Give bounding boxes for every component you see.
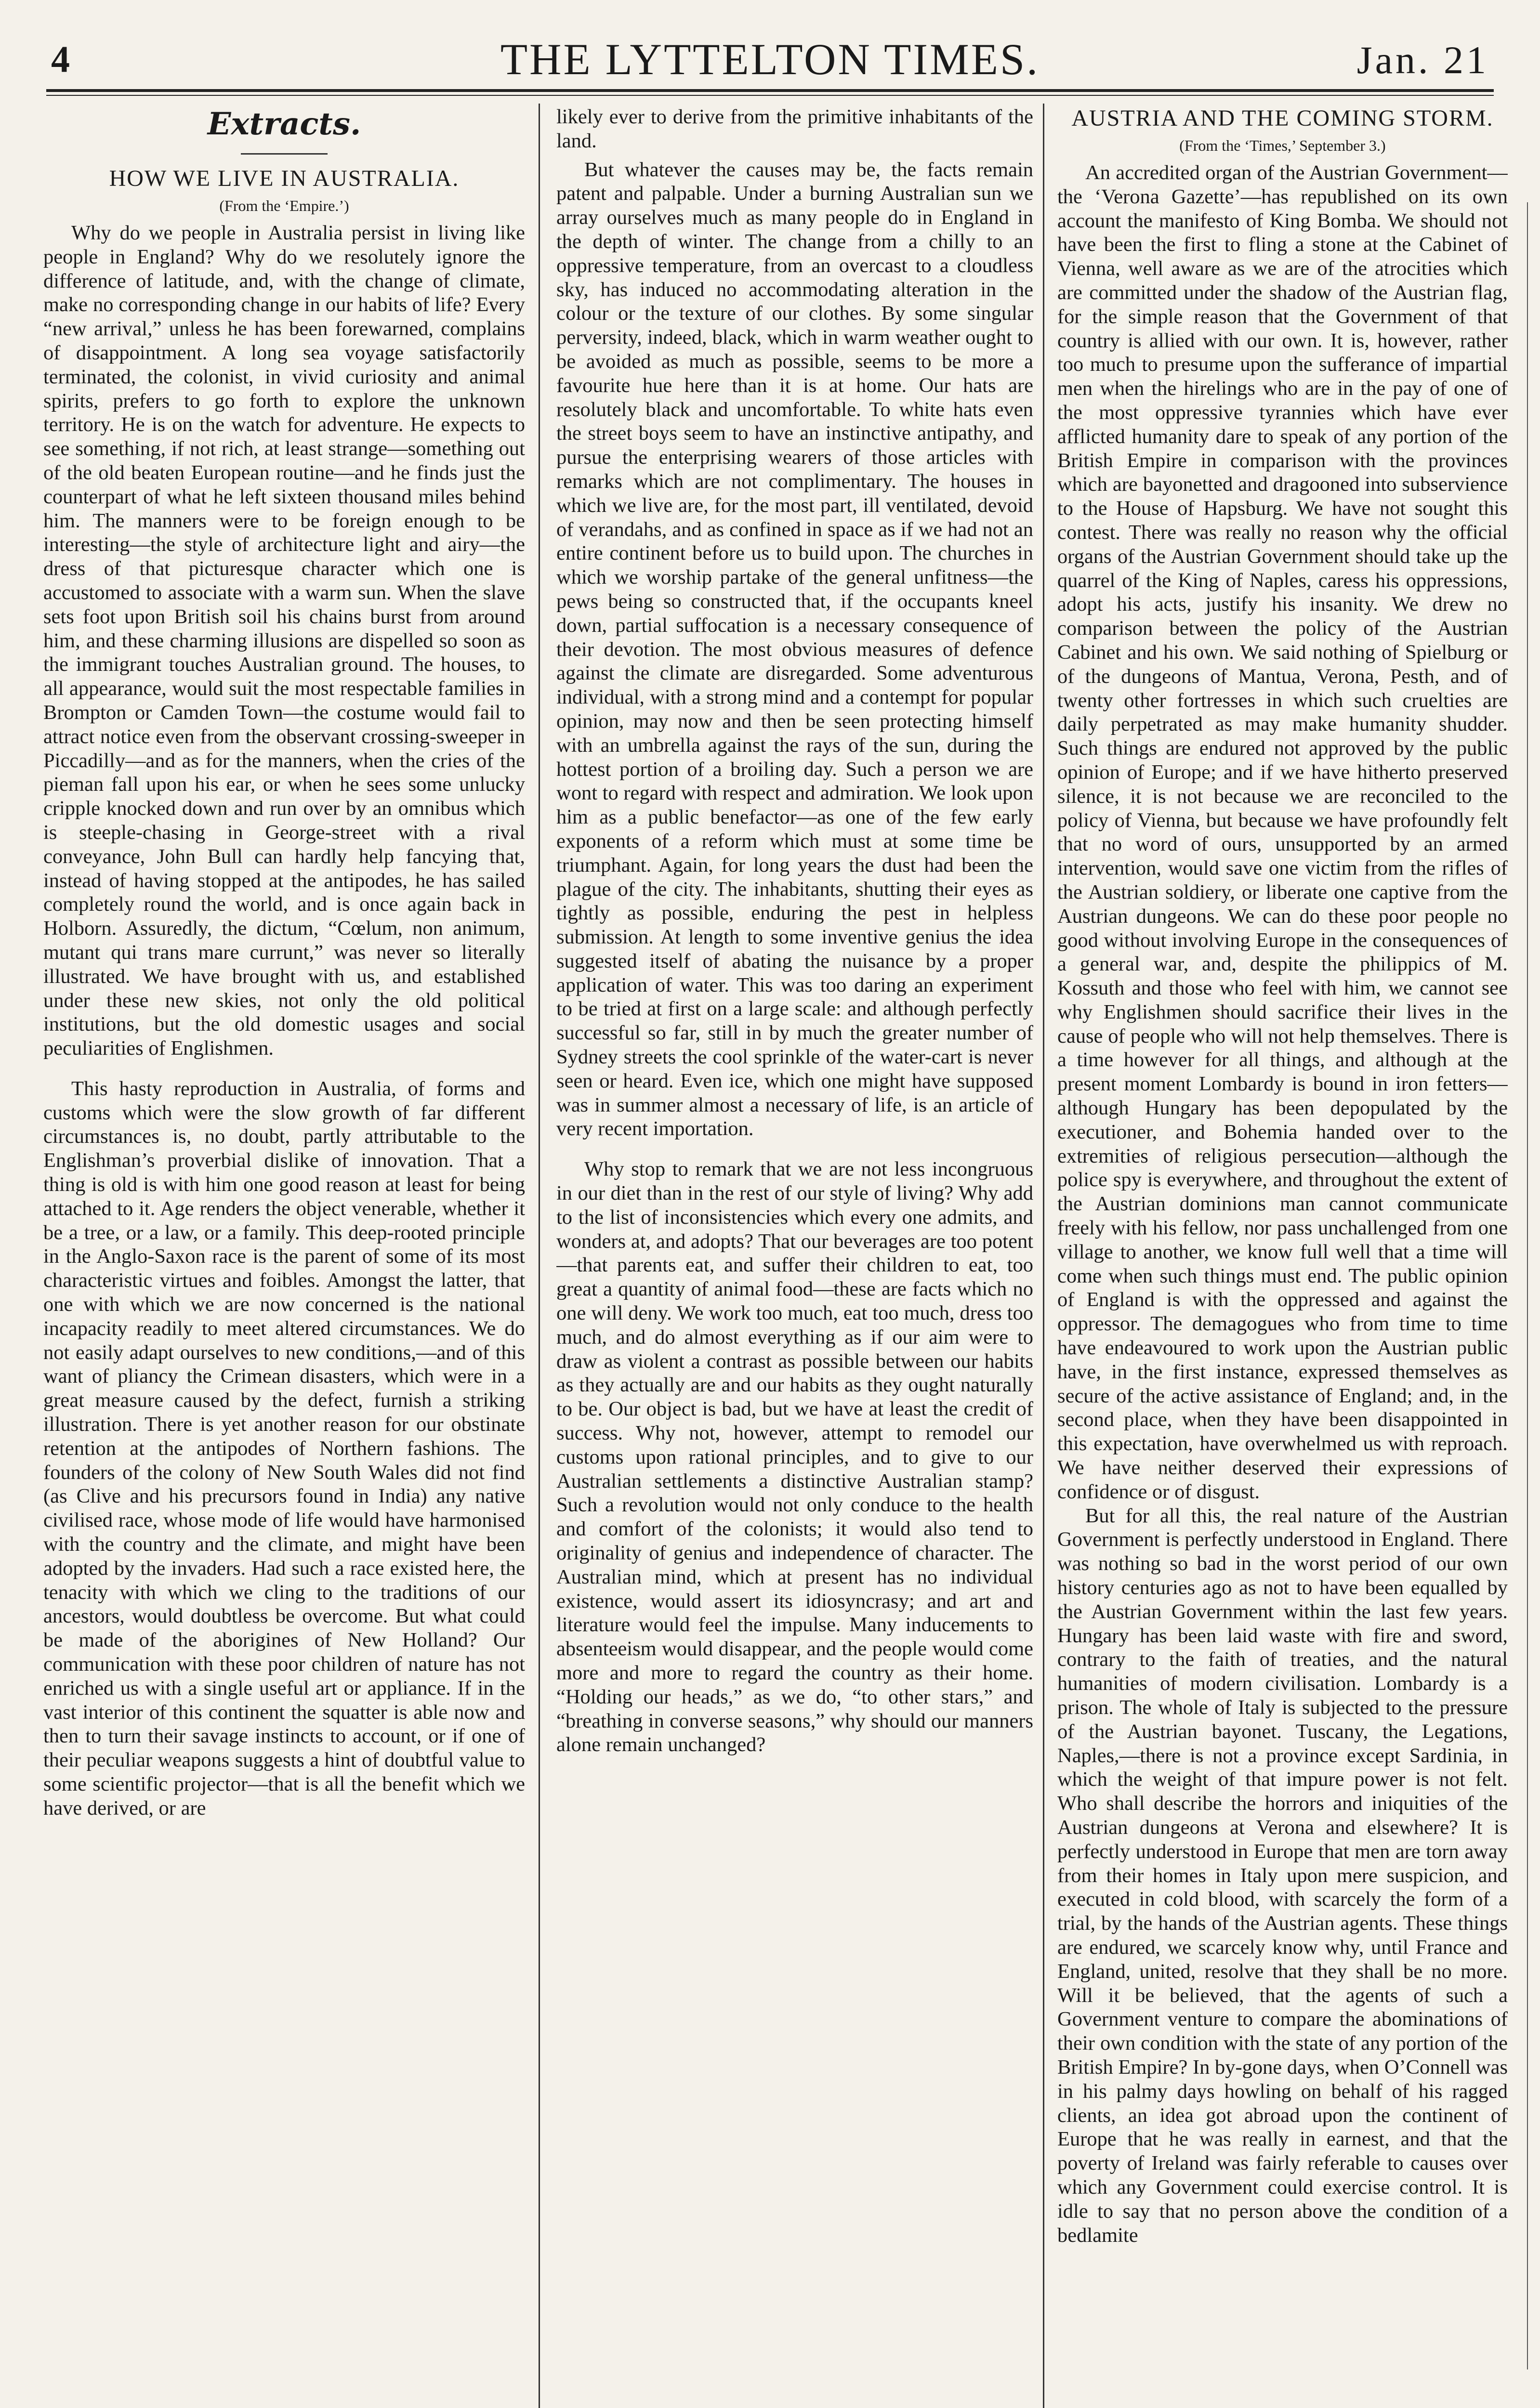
- column-2: [556, 105, 1033, 2408]
- article-paragraph: This hasty reproduction in Australia, of forms and customs which were the slow growth of far different circumstances is, no doubt, partly attributable to the Englishman’s proverbial dislike of innovation. That a thing is old is with him one good reason at least for being attached to it. Age renders the object venerable, whether it be a tree, or a law, or a family. This deep-rooted principle in the Anglo-Saxon race is the parent of some of its most characteristic virtues and foibles. Amongst the latter, that one with which we are now concerned is the national incapacity readily to meet altered circumstances. We do not easily adapt ourselves to new conditions,—and of this want of pliancy the Crimean disasters, which were in a great measure caused by the defect, furnish a striking illustration. There is yet another reason for our obstinate retention at the antipodes of Northern fashions. The founders of the colony of New South Wales did not find (as Clive and his precursors found in India) any native civilised race, whose mode of life would have harmonised with the country and the climate, and might have been adopted by the invaders. Had such a race existed here, the tenacity with which we cling to the traditions of our ancestors, would doubtless be overcome. But what could be made of the aborigines of New Holland? Our communication with these poor children of nature has not enriched us with a single useful art or appliance. If in the vast interior of this continent the squatter is able now and then to turn their savage instincts to account, or if one of their peculiar weapons suggests a hint of doubtful value to some scientific projector—that is all the benefit which we have derived, or are: [43, 1077, 525, 1819]
- column-divider: [1043, 104, 1044, 2408]
- margin-line: [1527, 202, 1528, 2369]
- section-rule: [241, 153, 328, 155]
- article-paragraph: Why stop to remark that we are not less incongruous in our diet than in the rest of our style of living? Why add to the list of inconsistencies which every one admits, and wonders at, and adopts? That our beverages are too potent—that parents eat, and suffer their children to eat, too great a quantity of animal food—these are facts which no one will deny. We work too much, eat too much, dress too much, and do almost everything as if our aim were to draw as violent a contrast as possible between our habits as they actually are and our habits as they ought naturally to be. Our object is bad, but we have at least the credit of success. Why not, however, attempt to remodel our customs upon rational principles, and to give to our Australian settlements a distinctive Australian stamp? Such a revolution would not only conduce to the health and comfort of the colonists; it would also tend to originality of genius and independence of character. The Australian mind, which at present has no individual existence, would assert its idiosyncrasy; and art and literature would feel the impulse. Many inducements to absenteeism would disappear, and the people would come more and more to regard the country as their home. “Holding our heads,” as we do, “to other stars,” and “breathing in converse seasons,” why should our manners alone remain unchanged?: [556, 1158, 1033, 1756]
- masthead-title: THE LYTTELTON TIMES.: [500, 35, 1040, 84]
- article-paragraph: An accredited organ of the Austrian Government—the ‘Verona Gazette’—has republished on its own account the manifesto of King Bomba. We should not have been the first to fling a stone at the Cabinet of Vienna, well aware as we are of the atrocities which are committed under the shadow of the Austrian flag, for the simple reason that the Government of that country is allied with our own. It is, however, rather too much to presume upon the sufferance of impartial men when the hirelings who are in the pay of one of the most oppressive tyrannies which have ever afflicted humanity dare to speak of any portion of the British Empire in comparison with the provinces which are bayonetted and dragooned into subservience to the House of Hapsburg. We have not sought this contest. There was really no reason why the official organs of the Austrian Government should take up the quarrel of the King of Naples, caress his oppressions, adopt his acts, justify his insanity. We drew no comparison between the policy of the Austrian Cabinet and his own. We said nothing of Spielburg or of the dungeons of Mantua, Verona, Pesth, and of twenty other fortresses in which such cruelties are daily perpetrated as may make humanity shudder. Such things are endured not approved by the public opinion of Europe; and if we have hitherto preserved silence, it is not because we are reconciled to the policy of Vienna, but because we have profoundly felt that no word of ours, unsupported by an armed intervention, would save one victim from the rifles of the Austrian soldiery, or liberate one captive from the Austrian dungeons. We can do these poor people no good without involving Europe in the consequences of a general war, and, despite the philippics of M. Kossuth and those who feel with him, we cannot see why Englishmen should sacrifice their lives in the cause of people who will not help themselves. There is a time however for all things, and although at the present moment Lombardy is bound in iron fetters—although Hungary has been depopulated by the executioner, and Bohemia handed over to the extremities of religious persecution—although the police spy is everywhere, and throughout the extent of the Austrian dominions man cannot communicate freely with his fellow, nor pass unchallenged from one village to another, we know full well that a time will come when such things must end. The public opinion of England is with the oppressed and against the oppressor. The demagogues who from time to time have endeavoured to work upon the Austrian public have, in the first instance, expressed themselves as secure of the active assistance of England; and, in the second place, when they have been disappointed in this expectation, have overwhelmed us with reproach. We have neither deserved their expressions of confidence or of disgust.: [1057, 161, 1508, 1503]
- column-divider: [539, 104, 540, 2408]
- article-paragraph: Why do we people in Australia persist in living like people in England? Why do we resolutely ignore the difference of latitude, and, with the change of climate, make no corresponding change in our habits of life? Every “new arrival,” unless he has been forewarned, complains of disappointment. A long sea voyage satisfactorily terminated, the colonist, in vivid curiosity and animal spirits, prefers to go forth to explore the unknown territory. He is on the watch for adventure. He expects to see something, if not rich, at least strange—something out of the old beaten European routine—and he finds just the counterpart of what he left sixteen thousand miles behind him. The manners were to be foreign enough to be interesting—the style of architecture light and airy—the dress of that picturesque character which one is accustomed to associate with a warm sun. When the slave sets foot upon British soil his chains burst from around him, and these charming illusions are dispelled so soon as the immigrant touches Australian ground. The houses, to all appearance, would suit the most respectable families in Brompton or Camden Town—the costume would fail to attract notice even from the observant crossing-sweeper in Piccadilly—and as for the manners, when the cries of the pieman fall upon his ear, or when he sees some unlucky cripple knocked down and run over by an omnibus which is steeple-chasing in George-street with a rival conveyance, John Bull can hardly help fancying that, instead of having stopped at the antipodes, he has sailed completely round the world, and is once again back in Holborn. Assuredly, the dictum, “Cœlum, non animum, mutant qui trans mare currunt,” was never so literally illustrated. We have brought with us, and established under these new skies, not only the old political institutions, but the old domestic usages and social peculiarities of Englishmen.: [43, 222, 525, 1060]
- issue-date: Jan. 21: [1356, 38, 1489, 82]
- article-paragraph: But for all this, the real nature of the Austrian Government is perfectly understood in England. There was nothing so bad in the worst period of our own history centuries ago as not to have been equalled by the Austrian Government within the last few years. Hungary has been laid waste with fire and sword, contrary to the faith of treaties, and the natural humanities of modern civilisation. Lombardy is a prison. The whole of Italy is subjected to the pressure of the Austrian bayonet. Tuscany, the Legations, Naples,—there is not a province except Sardinia, in which the weight of that impure power is not felt. Who shall describe the horrors and iniquities of the Austrian dungeons at Verona and elsewhere? It is perfectly understood in Europe that men are torn away from their homes in Italy upon mere suspicion, and executed in cold blood, with scarcely the form of a trial, by the hands of the Austrian agents. These things are endured, we scarcely know why, until France and England, united, resolve that they shall be no more. Will it be believed, that the agents of such a Government venture to compare the abominations of their own condition with the state of any portion of the British Empire? In by-gone days, when O’Connell was in his palmy days howling on behalf of his ragged clients, an idea got abroad upon the continent of Europe that he was really in earnest, and that the poverty of Ireland was fairly referable to causes over which any Government could exercise control. It is idle to say that no person above the condition of a bedlamite: [1057, 1504, 1508, 2247]
- article-title: HOW WE LIVE IN AUSTRALIA.: [109, 166, 460, 191]
- article-title: AUSTRIA AND THE COMING STORM.: [1071, 105, 1494, 131]
- column-1: [43, 105, 525, 2408]
- header-rule: [46, 89, 1494, 96]
- page-number: 4: [51, 38, 70, 80]
- section-title: Extracts.: [207, 106, 361, 142]
- article-source: (From the ‘Times,’ September 3.): [1179, 137, 1386, 154]
- article-source: (From the ‘Empire.’): [219, 197, 349, 214]
- column-3: [1057, 105, 1508, 2408]
- article-paragraph: But whatever the causes may be, the facts remain patent and palpable. Under a burning Australian sun we array ourselves much as many people do in England in the depth of winter. The change from a chilly to an oppressive temperature, from an overcast to a cloudless sky, has induced no accommodating alteration in the colour or the texture of our clothes. By some singular perversity, indeed, black, which in warm weather ought to be avoided as much as possible, seems to be more a favourite hue here than it is at home. Our hats are resolutely black and uncomfortable. To white hats even the street boys seem to have an instinctive antipathy, and pursue the enterprising wearers of those articles with remarks which are not complimentary. The houses in which we live are, for the most part, ill ventilated, devoid of verandahs, and as confined in space as if we had not an entire continent before us to build upon. The churches in which we worship partake of the general unfitness—the pews being so constructed that, if the occupants kneel down, partial suffocation is a necessary consequence of their devotion. The most obvious measures of defence against the climate are disregarded. Some adventurous individual, with a strong mind and a contempt for popular opinion, may now and then be seen protecting himself with an umbrella against the rays of the sun, during the hottest portion of a broiling day. Such a person we are wont to regard with respect and admiration. We look upon him as a public benefactor—as one of the few early exponents of a reform which must at some time be triumphant. Again, for long years the dust had been the plague of the city. The inhabitants, shutting their eyes as tightly as possible, enduring the pest in helpless submission. At length to some inventive genius the idea suggested itself of abating the nuisance by a proper application of water. This was too daring an experiment to be tried at first on a large scale: and although perfectly successful so far, still in by much the greater number of Sydney streets the cool sprinkle of the water-cart is never seen or heard. Even ice, which one might have supposed was in summer almost a necessary of life, is an article of very recent importation.: [556, 158, 1033, 1140]
- page-header: [46, 34, 1494, 87]
- article-paragraph: likely ever to derive from the primitive inhabitants of the land.: [556, 105, 1033, 152]
